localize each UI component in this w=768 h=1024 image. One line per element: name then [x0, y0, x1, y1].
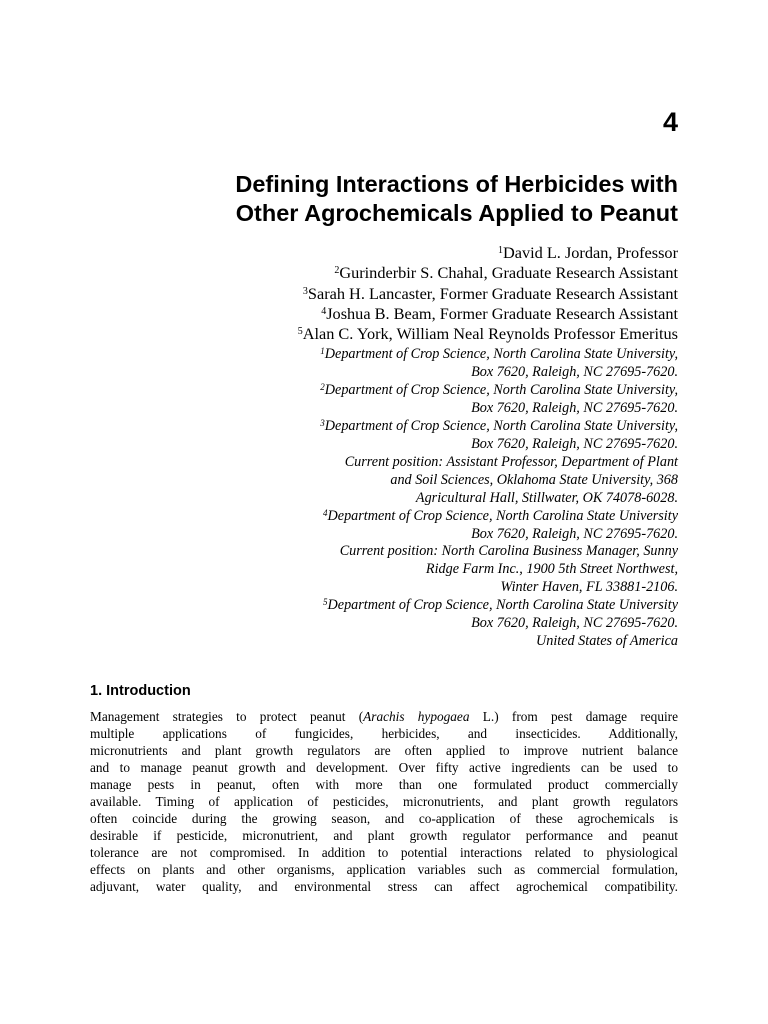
- affiliation-line: [38, 579, 678, 597]
- affiliation-superscript: 4: [323, 507, 328, 518]
- affiliation-line: [38, 436, 678, 454]
- affiliation-text: Ridge Farm Inc., 1900 5th Street Northwest,: [425, 561, 678, 578]
- paragraph-line: available. Timing of application of pesticides, micronutrients, and plant growth regulators: [90, 794, 678, 810]
- paragraph-line: multiple applications of fungicides, herbicides, and insecticides. Additionally,: [90, 726, 678, 742]
- paragraph-line: effects on plants and other organisms, application variables such as commercial formulation,: [90, 862, 678, 878]
- affiliation-text: Current position: North Carolina Business Manager, Sunny: [339, 543, 678, 560]
- affiliation-superscript: 5: [323, 597, 328, 608]
- author-entry: [38, 243, 678, 263]
- affiliation-line: [38, 615, 678, 633]
- affiliation-text: Box 7620, Raleigh, NC 27695-7620.: [471, 615, 678, 632]
- section-heading-introduction: 1. Introduction: [90, 683, 191, 699]
- affiliation-line: [38, 472, 678, 490]
- affiliation-line: [38, 508, 678, 526]
- chapter-title-line: Defining Interactions of Herbicides with: [235, 171, 678, 197]
- affiliation-text: Department of Crop Science, North Carolina State University,: [324, 417, 678, 434]
- author-entry: [38, 304, 678, 324]
- author-text: David L. Jordan, Professor: [503, 243, 678, 262]
- affiliation-superscript: 2: [320, 381, 325, 392]
- affiliation-list: [38, 346, 678, 651]
- affiliation-text: Department of Crop Science, North Carolina State University,: [324, 381, 678, 398]
- affiliation-line: [38, 346, 678, 364]
- affiliation-text: Box 7620, Raleigh, NC 27695-7620.: [471, 435, 678, 452]
- affiliation-text: Box 7620, Raleigh, NC 27695-7620.: [471, 525, 678, 542]
- author-superscript: 2: [334, 265, 340, 277]
- affiliation-text: Department of Crop Science, North Carolina State University: [327, 507, 678, 524]
- affiliation-text: United States of America: [536, 633, 678, 650]
- paragraph-line: micronutrients and plant growth regulators are often applied to improve nutrient balance: [90, 743, 678, 759]
- paragraph-line: [90, 708, 678, 725]
- species-name: Arachis hypogaea: [363, 709, 470, 724]
- author-text: Alan C. York, William Neal Reynolds Professor Emeritus: [302, 324, 678, 344]
- author-entry: [38, 284, 678, 304]
- affiliation-line: [38, 561, 678, 579]
- affiliation-line: [38, 633, 678, 651]
- affiliation-line: [38, 526, 678, 544]
- chapter-title: [78, 170, 678, 228]
- affiliation-text: Agricultural Hall, Stillwater, OK 74078-6028.: [415, 489, 678, 506]
- author-superscript: 3: [302, 285, 308, 297]
- affiliation-superscript: 3: [320, 417, 325, 428]
- author-list: [38, 243, 678, 344]
- affiliation-text: Box 7620, Raleigh, NC 27695-7620.: [471, 399, 678, 416]
- paragraph-line: tolerance are not compromised. In addition to potential interactions related to physiological: [90, 845, 678, 861]
- affiliation-line: [38, 454, 678, 472]
- author-text: Sarah H. Lancaster, Former Graduate Research Assistant: [307, 283, 678, 303]
- paragraph-line: and to manage peanut growth and development. Over fifty active ingredients can be used to: [90, 760, 678, 776]
- author-superscript: 1: [498, 245, 503, 256]
- paragraph-line: manage pests in peanut, often with more than one formulated product commercially: [90, 777, 678, 793]
- affiliation-line: [38, 543, 678, 561]
- affiliation-text: Department of Crop Science, North Carolina State University,: [324, 346, 678, 362]
- paragraph-text: L.) from pest damage require: [469, 709, 678, 724]
- affiliation-text: Winter Haven, FL 33881-2106.: [500, 579, 678, 596]
- paragraph-line: often coincide during the growing season, and co-application of these agrochemicals is: [90, 811, 678, 827]
- affiliation-line: [38, 418, 678, 436]
- chapter-number: 4: [662, 107, 678, 137]
- chapter-title-line: Other Agrochemicals Applied to Peanut: [235, 200, 678, 226]
- paragraph-line: adjuvant, water quality, and environmental stress can affect agrochemical compatibility.: [90, 879, 678, 895]
- affiliation-text: and Soil Sciences, Oklahoma State University, 368: [390, 471, 678, 488]
- affiliation-text: Box 7620, Raleigh, NC 27695-7620.: [471, 363, 678, 380]
- author-entry: [38, 263, 678, 283]
- affiliation-text: Current position: Assistant Professor, Department of Plant: [344, 453, 678, 470]
- introduction-paragraph: [90, 708, 678, 896]
- paragraph-text: Management strategies to protect peanut (: [90, 709, 364, 724]
- author-superscript: 4: [321, 305, 327, 317]
- affiliation-text: Department of Crop Science, North Carolina State University: [327, 597, 678, 614]
- author-entry: [38, 324, 678, 344]
- affiliation-line: [38, 382, 678, 400]
- affiliation-superscript: 1: [320, 346, 325, 356]
- author-superscript: 5: [297, 326, 303, 338]
- affiliation-line: [38, 400, 678, 418]
- author-text: Joshua B. Beam, Former Graduate Research Assistant: [326, 303, 678, 323]
- paragraph-line: desirable if pesticide, micronutrient, and plant growth regulator performance and peanut: [90, 828, 678, 844]
- affiliation-line: [38, 597, 678, 615]
- affiliation-line: [38, 490, 678, 508]
- affiliation-line: [38, 364, 678, 382]
- author-text: Gurinderbir S. Chahal, Graduate Research Assistant: [339, 263, 678, 283]
